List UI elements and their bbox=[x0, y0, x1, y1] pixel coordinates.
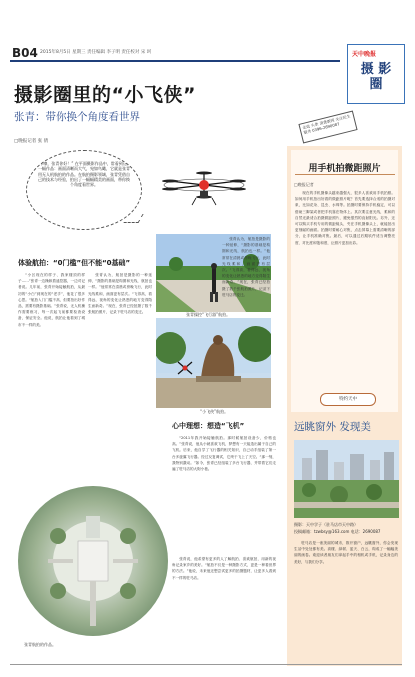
intro-bubble: “咔嚓，张青你好！” 在平面摄影作品中，常看到这样一幅作品：画面清晰而大气，宛如鸟瞰，它就是张青用无人机航拍的作品。在航拍摄影领域，张青凭借自己的技术与经验，拍出了一幅幅精美的画面，带你换个角度看世界。 bbox=[26, 150, 142, 230]
sidebar-text-2 bbox=[294, 540, 398, 630]
byline: □晚报记者 张 倩 bbox=[14, 139, 49, 144]
section1-heading: 体验航拍：“0门槛”但不能“0基础” bbox=[18, 259, 131, 267]
page-code: B04 bbox=[12, 46, 38, 60]
subheadline: 张青：带你换个角度看世界 bbox=[14, 111, 140, 123]
statue-scene-image bbox=[156, 318, 271, 408]
service-stamp: 走进 头条 消费新闻 关注民生 服务 0396-2690087 bbox=[298, 111, 357, 144]
header-rule bbox=[10, 60, 340, 62]
aerial-city-image bbox=[18, 486, 168, 636]
section2-heading: 心中理想：想造“飞机” bbox=[172, 422, 245, 430]
section1-paragraph: “小区现在的样子、我家楼顶的样子……”张青一边操纵着遥控器，一边对记者说。几年前，张青开始接触航拍，从最初的“小白”到现在的“老手”，他花了很多心思。“航拍入门门槛不高，但要拍出好作品，需要有摄影基础。”张青说，无人机操作需要练习，每一次起飞前都要检查设备，保证安全。他说，航拍让他看到了城市不一样的美。 bbox=[18, 273, 85, 327]
section2-text-1 bbox=[172, 435, 276, 555]
section2-paragraph-2: 张青说，他希望有更多的人了解航拍、喜欢航拍，用新的视角记录家乡的美好。“航拍不仅是一种摄影方式，更是一种看世界的方法。”他说，未来他还想尝试更多的拍摄题材，让更多人看到不一样的驻马店。 bbox=[172, 557, 276, 580]
sidebar-byline: □晚报记者 bbox=[294, 182, 314, 187]
column-badge bbox=[347, 44, 405, 104]
sidebar-rule bbox=[295, 174, 395, 175]
middle-paragraph: 张青认为，航拍是摄影的一种延伸，“摄影的基础是构图和光线，航拍也一样。”他常常在清晨或傍晚飞行，此时光线柔和，画面更有层次。“飞得高，看得远，视角的变化让熟悉的地方变得陌生而新奇。”现在，张青已经拍摄了数千张航拍照片，记录下驻马店的变迁。 bbox=[222, 237, 270, 297]
section2-text-2 bbox=[172, 556, 276, 660]
city-photo-caption: 摄影：天中学子（驻马店市天中路） bbox=[294, 522, 358, 527]
headline: 摄影圈里的“小飞侠” bbox=[14, 84, 196, 106]
page-meta: 2015年8月5日 星期三 责任编辑 李子明 责任校对 宋 珂 bbox=[40, 50, 152, 55]
fisheye-aerial-photo bbox=[18, 486, 168, 636]
middle-text-col bbox=[222, 236, 270, 312]
section1-text-col2 bbox=[88, 272, 152, 458]
sidebar-section2-heading: 远眺窗外 发现美 bbox=[294, 421, 371, 433]
submission-credit: 投稿邮箱：tzwbsy@163.com 电话：2690087 bbox=[294, 529, 381, 534]
statue-photo-caption: “小飞侠”航拍。 bbox=[200, 409, 229, 414]
drone-photo bbox=[156, 145, 252, 233]
field-photo-caption: 张青操控“飞行器”航拍。 bbox=[186, 312, 231, 317]
newspaper-brand: 天中晚报 bbox=[352, 51, 377, 58]
footer-rule bbox=[10, 664, 402, 665]
fisheye-caption: 张青航拍的作品。 bbox=[24, 642, 56, 647]
bubble-tail bbox=[123, 214, 143, 223]
column-title-line2: 圈 bbox=[369, 77, 383, 92]
sidebar-title: 用手机拍微距照片 bbox=[308, 164, 381, 174]
city-skyline-image bbox=[294, 440, 399, 518]
column-title bbox=[348, 62, 404, 92]
statue-photo bbox=[156, 318, 271, 408]
city-photo bbox=[294, 440, 399, 518]
sidebar-paragraph-2: 驻马店是一座美丽的城市，推开窗户，远眺窗外，你会发现生活中处处都有美。高楼、绿树、蓝天、白云，构成了一幅幅美丽的画卷。欢迎读者朋友们拿起手中的相机或手机，记录身边的美好，与我们分享。 bbox=[294, 541, 398, 564]
section1-paragraph-2: 张青认为，航拍是摄影的一种延伸，“摄影的基础是构图和光线，航拍也一样。”他常常在清晨或傍晚飞行，此时光线柔和，画面更有层次。“飞得高，看得远，视角的变化让熟悉的地方变得陌生而新奇。”现在，张青已经拍摄了数千张航拍照片，记录下驻马店的变迁。 bbox=[88, 273, 152, 315]
sidebar-paragraph: 现在的手机摄像头越来越强大，很多人喜欢用手机拍照。如何用手机拍出好看的微距照片呢？首先要选择合适的拍摄对象，比如花朵、昆虫、水珠等。拍摄时要保持手机稳定，可以借助三脚架或者把手机靠在物体上。其次要注意光线，柔和的自然光最适合拍摄微距照片，避免强烈的直射阳光。另外，还可以购买手机专用的微距镜头，夹在手机摄像头上，就能拍出更细腻的画面。拍摄时要耐心对焦，点击屏幕上需要清晰的部分，让手机准确对焦。最后，可以通过后期软件适当调整亮度、对比度和饱和度，让照片更加出彩。 bbox=[295, 191, 395, 245]
section1-text-col1 bbox=[18, 272, 85, 458]
sidebar-tag: 特约天中 bbox=[320, 393, 376, 406]
sidebar-text bbox=[295, 190, 395, 388]
column-title-line1: 摄 影 bbox=[360, 62, 392, 77]
section2-paragraph: “2011年我开始接触航拍。那时候航拍设备少，价格也高。”张青说，他从小就喜欢飞机，梦想有一天能造出属于自己的飞机。后来，他自学了飞行器的相关知识，自己动手组装了第一台多旋翼飞行器。经过反复调试，它终于飞上了天空。“那一刻，我特别激动。”如今，张青已经组装了多台飞行器，并带着它们走遍了驻马店的大街小巷。 bbox=[172, 436, 276, 472]
drone-icon bbox=[156, 145, 252, 233]
